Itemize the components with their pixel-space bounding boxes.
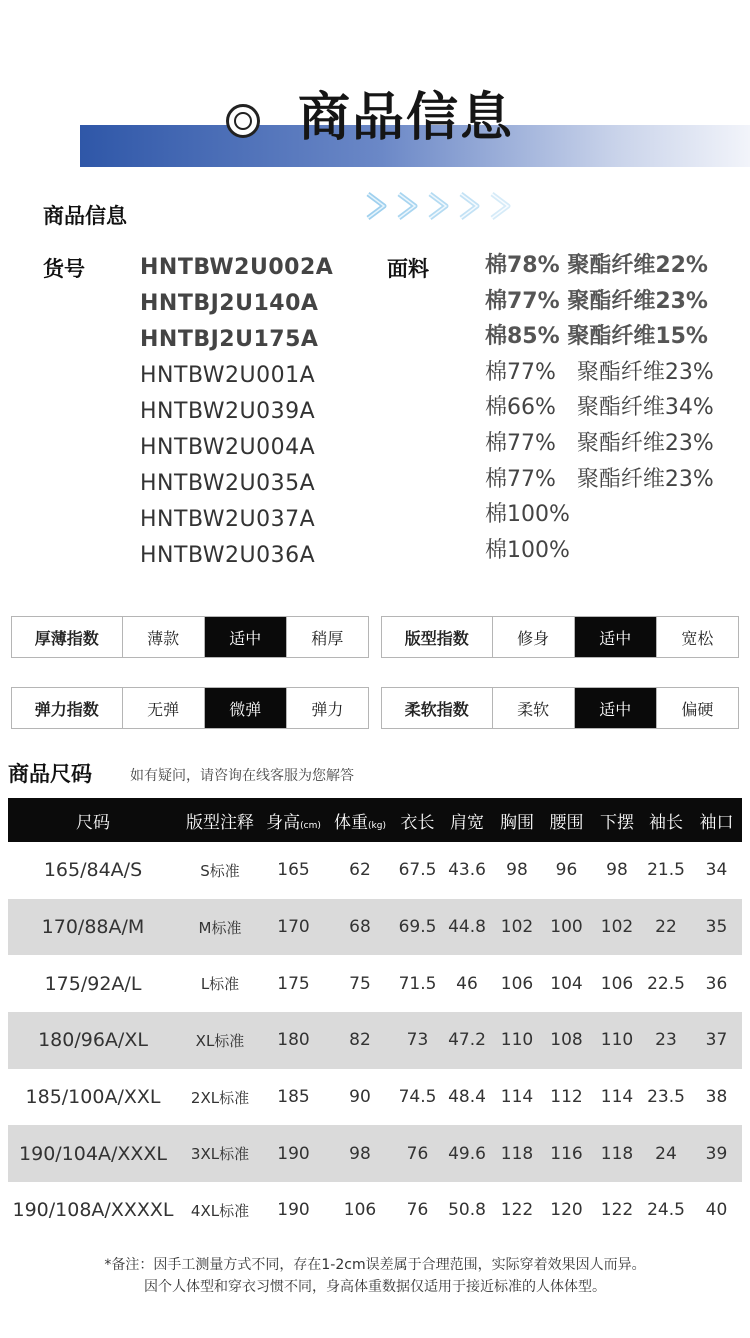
fabric-composition: 棉100%	[485, 537, 570, 563]
product-code-list	[140, 252, 333, 576]
product-code: HNTBW2U036A	[140, 543, 316, 568]
table-cell: 82	[325, 1012, 395, 1069]
softness-index	[381, 687, 739, 729]
table-cell: XL标准	[178, 1012, 262, 1069]
table-cell: 114	[500, 1087, 534, 1108]
table-cell: 116	[540, 1125, 593, 1182]
table-cell: 122	[500, 1200, 534, 1221]
column-header: 版型注释	[178, 798, 262, 842]
table-cell: 48.4	[448, 1087, 486, 1108]
table-cell: S标准	[200, 861, 240, 880]
table-cell: 175	[277, 973, 310, 994]
table-cell: 102	[494, 899, 540, 956]
size-chart-title: 商品尺码	[8, 762, 92, 786]
size-table	[8, 798, 742, 1239]
table-cell: 106	[600, 973, 634, 994]
table-cell: 104	[550, 973, 583, 994]
table-cell: 170/88A/M	[8, 899, 178, 956]
fabric-composition: 棉77% 聚酯纤维23%	[485, 466, 714, 492]
product-code: HNTBW2U039A	[140, 399, 316, 424]
table-row	[8, 1182, 742, 1239]
column-header: 腰围	[540, 798, 593, 842]
table-cell: 74.5	[398, 1087, 437, 1108]
index-option: 弹力	[311, 699, 344, 719]
table-cell: 50.8	[448, 1200, 486, 1221]
table-cell: 165	[277, 860, 310, 881]
product-code: HNTBW2U035A	[140, 471, 316, 496]
column-header: 袖口	[691, 798, 742, 842]
table-cell: 49.6	[440, 1125, 494, 1182]
table-cell: 62	[349, 860, 371, 881]
table-cell: 110	[494, 1012, 540, 1069]
fabric-label: 面料	[387, 257, 429, 281]
table-row	[8, 955, 742, 1012]
index-option: 偏硬	[681, 699, 714, 719]
table-cell: 46	[456, 973, 478, 994]
table-cell: 44.8	[440, 899, 494, 956]
fabric-composition-list	[485, 250, 714, 570]
table-cell: M标准	[178, 899, 262, 956]
product-code: HNTBW2U002A	[140, 255, 334, 280]
index-option: 无弹	[123, 688, 205, 728]
column-header: 袖长	[641, 798, 691, 842]
table-cell: 22.5	[647, 973, 685, 994]
size-table-header	[8, 798, 742, 842]
column-header: 身高(cm)	[262, 798, 325, 842]
table-cell: 2XL标准	[190, 1088, 250, 1107]
table-cell: 76	[395, 1125, 440, 1182]
table-cell: 40	[705, 1200, 728, 1221]
column-header: 体重(kg)	[325, 798, 395, 842]
fit-index	[381, 616, 739, 658]
table-cell: 90	[349, 1087, 371, 1108]
table-cell: 108	[540, 1012, 593, 1069]
table-cell: 190	[262, 1125, 325, 1182]
table-row	[8, 1125, 742, 1182]
footnote: *备注：因手工测量方式不同，存在1-2cm误差属于合理范围，实际穿着效果因人而异。	[104, 1257, 646, 1273]
column-header: 尺码	[8, 798, 178, 842]
table-cell: 35	[691, 899, 742, 956]
table-cell: 69.5	[395, 899, 440, 956]
index-label: 柔软指数	[382, 688, 493, 728]
table-cell: 34	[705, 860, 728, 881]
table-cell: 43.6	[448, 860, 486, 881]
index-option: 薄款	[123, 617, 205, 657]
page-title: 商品信息	[298, 88, 515, 148]
index-option-selected: 适中	[575, 688, 657, 728]
table-cell: 190	[277, 1200, 310, 1221]
index-option-selected: 微弹	[205, 688, 287, 728]
table-cell: L标准	[200, 975, 240, 994]
table-cell: 68	[325, 899, 395, 956]
fabric-composition: 棉77% 聚酯纤维23%	[485, 430, 714, 456]
table-cell: 100	[540, 899, 593, 956]
fabric-composition: 棉85% 聚酯纤维15%	[485, 324, 708, 350]
table-cell: 76	[406, 1200, 429, 1221]
product-code: HNTBW2U004A	[140, 435, 316, 460]
thickness-index	[11, 616, 369, 658]
fabric-composition: 棉77% 聚酯纤维23%	[485, 288, 708, 314]
table-cell: 114	[600, 1087, 634, 1108]
table-cell: 175/92A/L	[44, 972, 142, 995]
table-cell: 23.5	[647, 1087, 685, 1108]
index-label: 弹力指数	[12, 688, 123, 728]
chevron-arrows-icon	[362, 186, 517, 226]
index-option: 柔软	[493, 688, 575, 728]
index-label: 版型指数	[382, 617, 493, 657]
product-code: HNTBW2U001A	[140, 363, 316, 388]
table-cell: 75	[349, 973, 371, 994]
index-option: 修身	[493, 617, 575, 657]
table-cell: 22	[641, 899, 691, 956]
table-cell: 4XL标准	[190, 1201, 250, 1220]
table-cell: 120	[550, 1200, 583, 1221]
table-cell: 73	[395, 1012, 440, 1069]
table-cell: 185/100A/XXL	[25, 1086, 161, 1109]
table-cell: 118	[494, 1125, 540, 1182]
index-option: 稍厚	[311, 628, 344, 648]
table-cell: 38	[705, 1087, 728, 1108]
table-cell: 36	[705, 973, 728, 994]
table-cell: 110	[593, 1012, 641, 1069]
section-title-product-info: 商品信息	[43, 204, 127, 228]
index-label: 厚薄指数	[12, 617, 123, 657]
column-header: 下摆	[593, 798, 641, 842]
table-row	[8, 899, 742, 956]
product-code: HNTBJ2U140A	[140, 291, 319, 316]
table-cell: 165/84A/S	[43, 859, 143, 882]
index-option-selected: 适中	[575, 617, 657, 657]
footnote: 因个人体型和穿衣习惯不同，身高体重数据仅适用于接近标准的人体体型。	[144, 1279, 606, 1295]
table-cell: 67.5	[398, 860, 437, 881]
table-cell: 170	[262, 899, 325, 956]
table-cell: 24.5	[647, 1200, 685, 1221]
table-cell: 185	[277, 1087, 310, 1108]
table-cell: 3XL标准	[178, 1125, 262, 1182]
fabric-composition: 棉100%	[485, 502, 570, 528]
fabric-composition: 棉66% 聚酯纤维34%	[485, 395, 714, 421]
table-row	[8, 1069, 742, 1126]
table-cell: 37	[691, 1012, 742, 1069]
table-cell: 98	[325, 1125, 395, 1182]
product-code-label: 货号	[43, 257, 85, 281]
table-row	[8, 842, 742, 899]
column-header: 胸围	[494, 798, 540, 842]
table-row	[8, 1012, 742, 1069]
product-code: HNTBJ2U175A	[140, 327, 319, 352]
fabric-composition: 棉78% 聚酯纤维22%	[485, 253, 708, 278]
column-header: 肩宽	[440, 798, 494, 842]
table-cell: 180	[262, 1012, 325, 1069]
table-cell: 98	[506, 860, 528, 881]
table-cell: 21.5	[647, 860, 685, 881]
column-header: 衣长	[395, 798, 440, 842]
table-cell: 24	[641, 1125, 691, 1182]
table-cell: 190/104A/XXXL	[8, 1125, 178, 1182]
table-cell: 106	[500, 973, 534, 994]
table-cell: 71.5	[398, 973, 437, 994]
table-cell: 180/96A/XL	[8, 1012, 178, 1069]
table-cell: 106	[343, 1200, 377, 1221]
table-cell: 112	[550, 1087, 583, 1108]
table-cell: 122	[600, 1200, 634, 1221]
table-cell: 98	[606, 860, 628, 881]
table-cell: 23	[641, 1012, 691, 1069]
size-chart-note: 如有疑问，请咨询在线客服为您解答	[130, 768, 354, 784]
elasticity-index	[11, 687, 369, 729]
table-cell: 190/108A/XXXXL	[12, 1199, 174, 1222]
table-cell: 118	[593, 1125, 641, 1182]
table-cell: 96	[555, 860, 578, 881]
circle-icon	[226, 104, 260, 138]
index-option: 宽松	[681, 628, 714, 648]
product-code: HNTBW2U037A	[140, 507, 316, 532]
fabric-composition: 棉77% 聚酯纤维23%	[485, 359, 714, 385]
table-cell: 39	[691, 1125, 742, 1182]
index-option-selected: 适中	[205, 617, 287, 657]
table-cell: 47.2	[440, 1012, 494, 1069]
table-cell: 102	[593, 899, 641, 956]
